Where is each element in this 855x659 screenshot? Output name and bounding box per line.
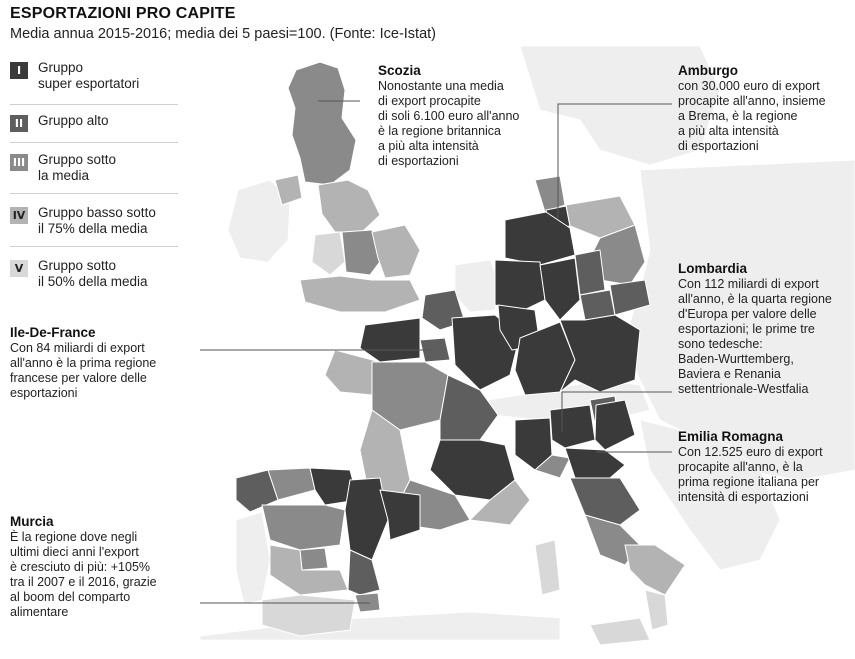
legend-label-1: Gruppo super esportatori <box>38 60 140 91</box>
legend-badge-2: II <box>10 115 28 132</box>
annotation-lombardia <box>678 261 855 397</box>
legend-item-2 <box>10 113 178 143</box>
annotation-murcia-title: Murcia <box>10 514 54 529</box>
annotation-lombardia-title: Lombardia <box>678 261 748 276</box>
legend-badge-5: V <box>10 260 28 277</box>
annotation-emilia-romagna-title: Emilia Romagna <box>678 429 784 444</box>
legend-badge-1: I <box>10 62 28 79</box>
legend-item-4 <box>10 205 178 247</box>
legend-item-3 <box>10 152 178 194</box>
legend-label-2: Gruppo alto <box>38 113 109 128</box>
region-north-rhine-westphalia <box>495 260 545 312</box>
legend-label-5: Gruppo sotto il 50% della media <box>38 258 148 289</box>
annotation-ile-de-france <box>10 325 200 401</box>
annotation-scozia-title: Scozia <box>378 63 421 78</box>
region-uk-south <box>300 276 420 312</box>
region-uk-north <box>318 180 380 232</box>
region-sicily <box>590 618 650 645</box>
portugal <box>236 512 270 604</box>
region-uk-east <box>372 225 420 278</box>
region-tuscany-marche <box>570 478 640 525</box>
annotation-amburgo-text: con 30.000 euro di export procapite all'anno, insieme a Brema, è la regione a più alta intensità di esportazioni <box>678 79 826 153</box>
region-scotland <box>288 62 356 185</box>
annotation-murcia-text: È la regione dove negli ultimi dieci anni l'export è cresciuto di più: +105% tra il 2007 e il 2016, grazie al boom del comparto alimentare <box>10 530 157 619</box>
legend-item-5 <box>10 258 178 294</box>
annotation-lombardia-text: Con 112 miliardi di export all'anno, è la quarta regione d'Europa per valore delle esportazioni; le prime tre sono tedesche: Baden-Wurttemberg, Baviera e Renania settentrionale-Westfalia <box>678 277 832 396</box>
region-castilla-leon <box>262 505 345 550</box>
region-madrid <box>300 548 328 570</box>
region-calabria <box>645 590 668 630</box>
annotation-emilia-romagna-text: Con 12.525 euro di export procapite all'anno, è la prima regione italiana per intensità di esportazioni <box>678 445 823 504</box>
region-sardinia <box>535 540 560 595</box>
region-lombardy <box>550 405 595 448</box>
annotation-ile-de-france-text: Con 84 miliardi di export all'anno è la prima regione francese per valore delle esportazioni <box>10 341 157 400</box>
region-campania-south <box>625 545 685 595</box>
region-valencia <box>348 550 380 595</box>
annotation-murcia <box>10 514 200 620</box>
annotation-emilia-romagna <box>678 429 855 505</box>
legend-item-1 <box>10 60 178 105</box>
annotation-scozia <box>378 63 558 169</box>
legend-badge-3: III <box>10 154 28 171</box>
annotation-scozia-text: Nonostante una media di export procapite di soli 6.100 euro all'anno è la regione britannica a più alta intensità di esportazioni <box>378 79 520 168</box>
chart-subtitle: Media annua 2015-2016; media dei 5 paesi=100. (Fonte: Ice-Istat) <box>10 26 437 42</box>
region-saxony-anhalt <box>575 250 605 295</box>
annotation-amburgo-title: Amburgo <box>678 63 738 78</box>
annotation-amburgo <box>678 63 855 154</box>
north-africa <box>200 612 560 640</box>
benelux <box>455 260 500 312</box>
region-wales <box>312 232 345 275</box>
chart-title: ESPORTAZIONI PRO CAPITE <box>10 5 236 22</box>
region-normandy <box>360 318 420 362</box>
legend-label-3: Gruppo sotto la media <box>38 152 117 183</box>
legend-badge-4: IV <box>10 207 28 224</box>
annotation-ile-de-france-title: Ile-De-France <box>10 325 96 340</box>
region-hesse <box>540 258 580 320</box>
legend-label-4: Gruppo basso sotto il 75% della media <box>38 205 156 236</box>
